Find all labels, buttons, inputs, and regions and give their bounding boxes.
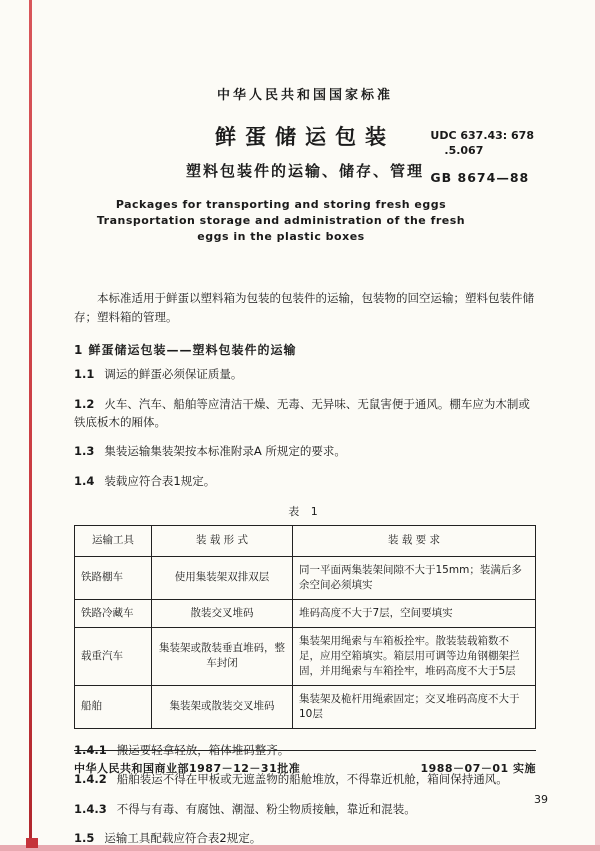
cell-loading-form: 使用集装架双排双层 — [152, 556, 293, 599]
clause-number: 1.5 — [74, 831, 95, 845]
udc-code-line1: UDC 637.43: 678 — [430, 129, 534, 142]
loading-requirements-table — [74, 525, 536, 729]
scan-edge-right — [595, 0, 600, 851]
clause-number: 1.4 — [74, 473, 95, 488]
clause-text: 船舶装运不得在甲板或无遮盖物的船舱堆放，不得靠近机舱，箱间保持通风。 — [116, 772, 508, 786]
approval-footer — [74, 750, 536, 776]
clause-1-2 — [74, 395, 536, 431]
clause-number: 1.4.3 — [74, 801, 107, 816]
cell-loading-form: 集装架或散装交叉堆码 — [152, 685, 293, 728]
cell-loading-form: 集装架或散装垂直堆码，整车封闭 — [152, 627, 293, 685]
cell-loading-requirement: 堆码高度不大于7层，空间要填实 — [293, 599, 536, 627]
clause-number: 1.2 — [74, 396, 95, 411]
scan-edge-corner — [26, 838, 38, 848]
clause-number: 1.1 — [74, 367, 95, 381]
udc-code-line2: .5.067 — [444, 144, 484, 157]
standard-number: GB 8674—88 — [430, 170, 530, 185]
page-content — [74, 0, 536, 851]
page-subtitle: 塑料包装件的运输、储存、管理 — [185, 162, 424, 180]
table-1-label: 表 1 — [288, 504, 322, 518]
clause-1-4 — [74, 472, 536, 490]
cell-transport-tool: 船舶 — [75, 685, 152, 728]
english-title — [74, 197, 488, 245]
cell-transport-tool: 铁路冷藏车 — [75, 599, 152, 627]
cell-loading-form: 散装交叉堆码 — [152, 599, 293, 627]
column-header-loading-requirement: 装 载 要 求 — [293, 525, 536, 556]
cell-transport-tool: 载重汽车 — [75, 627, 152, 685]
clause-1-5 — [74, 829, 536, 847]
clause-text: 运输工具配载应符合表2规定。 — [104, 831, 262, 845]
clause-text: 搬运要轻拿轻放，箱体堆码整齐。 — [116, 742, 290, 757]
clause-number: 1.4.1 — [74, 742, 107, 757]
english-title-line-1: Packages for transporting and storing fresh eggs — [115, 198, 447, 211]
clause-number: 1.3 — [74, 444, 95, 458]
udc-standard-block — [430, 128, 534, 185]
scan-edge-left — [29, 0, 32, 851]
approval-authority: 中华人民共和国商业部1987－12－31批准 — [74, 762, 301, 775]
cell-loading-requirement: 集装架用绳索与车箱板拴牢。散装装载箱数不足，应用空箱填实。箱层用可调等边角钢棚架拦固，并用绳索与车箱拴牢，堆码高度不大于5层 — [293, 627, 536, 685]
section-1-heading: 1 鲜蛋储运包装——塑料包装件的运输 — [74, 343, 297, 357]
cell-loading-requirement: 同一平面两集装架间隙不大于15mm；装满后多余空间必须填实 — [293, 556, 536, 599]
clause-1-4-3 — [74, 800, 536, 818]
table-header-row — [75, 525, 536, 556]
clause-1-1 — [74, 365, 536, 383]
page-title: 鲜蛋储运包装 — [215, 125, 395, 149]
clause-text: 调运的鲜蛋必须保证质量。 — [104, 367, 243, 381]
english-title-line-2: Transportation storage and administration of the fresh — [96, 214, 466, 227]
implementation-date: 1988－07－01 实施 — [420, 762, 536, 775]
clause-text: 火车、汽车、船舶等应清洁干燥、无毒、无异味、无鼠害便于通风。棚车应为木制或铁底板木的厢体。 — [74, 396, 530, 429]
clause-text: 装载应符合表1规定。 — [104, 473, 216, 488]
standard-header-label: 中华人民共和国国家标准 — [216, 88, 393, 103]
table-row — [75, 599, 536, 627]
scope-paragraph: 本标准适用于鲜蛋以塑料箱为包装的包装件的运输，包装物的回空运输；塑料包装件储存；塑料箱的管理。 — [74, 291, 534, 324]
clause-number: 1.4.2 — [74, 772, 107, 786]
clause-text: 不得与有毒、有腐蚀、潮湿、粉尘物质接触，靠近和混装。 — [116, 801, 416, 816]
cell-transport-tool: 铁路棚车 — [75, 556, 152, 599]
page-number: 39 — [534, 793, 548, 806]
cell-loading-requirement: 集装架及桅杆用绳索固定；交叉堆码高度不大于10层 — [293, 685, 536, 728]
table-row — [75, 685, 536, 728]
column-header-transport-tool: 运输工具 — [75, 525, 152, 556]
table-row — [75, 627, 536, 685]
table-row — [75, 556, 536, 599]
clause-1-3 — [74, 442, 536, 460]
column-header-loading-form: 装 载 形 式 — [152, 525, 293, 556]
english-title-line-3: eggs in the plastic boxes — [197, 230, 365, 243]
clause-text: 集装运输集装架按本标准附录A 所规定的要求。 — [104, 444, 346, 458]
